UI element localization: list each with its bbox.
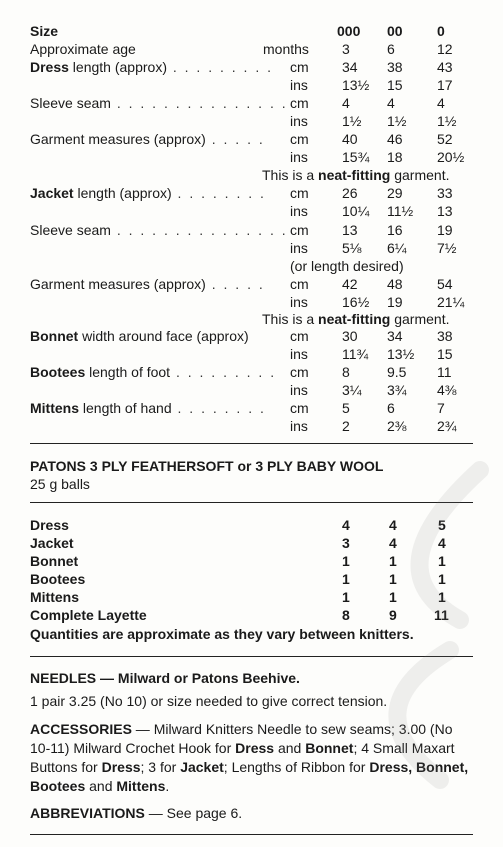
acc-bold: Dress (235, 740, 275, 756)
jgarment-cm-1: 42 (342, 276, 358, 292)
cm-unit: cm (290, 59, 309, 75)
age-label: Approximate age (30, 41, 136, 57)
ins-unit: ins (290, 418, 308, 434)
yarn-qty-1: 1 (342, 589, 350, 605)
bonnet-cm-2: 34 (387, 328, 403, 344)
mittens-ins-2: 2⅜ (387, 418, 407, 434)
jsleeve-ins-2: 6¼ (387, 240, 407, 256)
dress-cm-2: 38 (387, 59, 403, 75)
sleeve-cm-2: 4 (387, 95, 395, 111)
dress-cm-3: 43 (437, 59, 453, 75)
ins-unit: ins (290, 113, 308, 129)
bonnet-ins-1: 11¾ (342, 346, 369, 362)
needles-text: 1 pair 3.25 (No 10) or size needed to give correct tension. (30, 693, 388, 709)
bonnet-label: Bonnet (30, 328, 79, 344)
ins-unit: ins (290, 240, 308, 256)
bootees-cm-2: 9.5 (387, 364, 407, 380)
cm-unit: cm (290, 276, 309, 292)
size-0: 0 (437, 23, 445, 39)
jsleeve-ins-3: 7½ (437, 240, 457, 256)
age-unit: months (263, 41, 309, 57)
yarn-qty-1: 1 (342, 571, 350, 587)
acc-text: . (165, 778, 170, 794)
acc-text: — Milward Knitters Needle to sew seams; 3.00 (No 10-11) Milward Crochet Hook for (30, 721, 453, 756)
sleeve-cm-3: 4 (437, 95, 445, 111)
garment-ins-2: 18 (387, 149, 403, 165)
yarn-qty-2: 9 (389, 607, 397, 623)
sleeve-ins-3: 1½ (437, 113, 457, 129)
mittens-hand-label: length of hand (79, 400, 172, 416)
bonnet-ins-2: 13½ (387, 346, 415, 362)
watermark-graphic (330, 450, 500, 810)
cm-unit: cm (290, 364, 309, 380)
sleeve-seam-label: Sleeve seam (30, 222, 111, 238)
note-text: This is a (262, 311, 319, 327)
bonnet-cm-1: 30 (342, 328, 358, 344)
acc-text: ; Lengths of Ribbon for (223, 759, 370, 775)
dot-leader: . . . . . . . . . (170, 364, 277, 380)
acc-bold: Dress, Bonnet, Bootees (30, 759, 469, 794)
jacket-cm-3: 33 (437, 185, 453, 201)
dress-ins-2: 15 (387, 77, 403, 93)
jsleeve-cm-1: 13 (342, 222, 358, 238)
jsleeve-cm-2: 16 (387, 222, 403, 238)
yarn-qty-2: 4 (389, 535, 397, 551)
sleeve-seam-label: Sleeve seam (30, 95, 111, 111)
jgarment-ins-1: 16½ (342, 294, 370, 310)
note-bold: neat-fitting (318, 167, 391, 183)
note-text: This is a (262, 167, 319, 183)
size-000: 000 (337, 23, 361, 39)
yarn-qty-1: 3 (342, 535, 350, 551)
mittens-cm-3: 7 (437, 400, 445, 416)
acc-bold: Jacket (180, 759, 224, 775)
yarn-qty-2: 1 (389, 571, 397, 587)
dot-leader: . . . . . (205, 131, 265, 147)
yarn-item-label: Bonnet (30, 553, 79, 569)
yarn-qty-2: 4 (389, 517, 397, 533)
mittens-cm-2: 6 (387, 400, 395, 416)
bootees-foot-label: length of foot (85, 364, 171, 380)
garment-cm-3: 52 (437, 131, 453, 147)
garment-label: Garment measures (approx) (30, 131, 206, 147)
ins-unit: ins (290, 294, 308, 310)
yarn-item-label: Mittens (30, 589, 79, 605)
dress-ins-3: 17 (437, 77, 453, 93)
mittens-ins-3: 2¾ (437, 418, 457, 434)
jgarment-cm-3: 54 (437, 276, 453, 292)
dot-leader: . . . . . . . . . . . . . . . (110, 95, 288, 111)
yarn-qty-3: 4 (438, 535, 446, 551)
jacket-cm-2: 29 (387, 185, 403, 201)
jacket-ins-1: 10¼ (342, 203, 370, 219)
bootees-ins-3: 4⅜ (437, 382, 457, 398)
ins-unit: ins (290, 77, 308, 93)
ins-unit: ins (290, 382, 308, 398)
yarn-item-label: Complete Layette (30, 607, 147, 623)
yarn-qty-3: 11 (434, 607, 449, 623)
dot-leader: . . . . . . . . . (166, 59, 273, 75)
yarn-qty-1: 8 (342, 607, 350, 623)
yarn-item-label: Bootees (30, 571, 86, 587)
jacket-label: Jacket (30, 185, 74, 201)
dot-leader: . . . . . . . . (171, 185, 266, 201)
note-text: garment. (390, 167, 450, 183)
yarn-subtitle-text: 25 g balls (30, 476, 90, 492)
bootees-cm-1: 8 (342, 364, 350, 380)
ins-unit: ins (290, 149, 308, 165)
sleeve-ins-2: 1½ (387, 113, 407, 129)
jsleeve-ins-1: 5⅛ (342, 240, 362, 256)
divider (30, 834, 473, 835)
dot-leader: . . . . . (205, 276, 265, 292)
yarn-qty-3: 5 (438, 517, 446, 533)
garment-ins-1: 15¾ (342, 149, 370, 165)
yarn-qty-2: 1 (389, 553, 397, 569)
yarn-qty-2: 1 (389, 589, 397, 605)
bootees-ins-1: 3¼ (342, 382, 362, 398)
acc-bold: Dress (101, 759, 141, 775)
age-val-3: 12 (437, 41, 453, 57)
garment-ins-3: 20½ (437, 149, 465, 165)
bonnet-ins-3: 15 (437, 346, 453, 362)
yarn-note-text: Quantities are approximate as they vary between knitters. (30, 626, 414, 642)
dress-cm-1: 34 (342, 59, 358, 75)
accessories-heading: ACCESSORIES (30, 721, 132, 737)
acc-text: ; 4 Small Maxart Buttons for (30, 740, 455, 775)
cm-unit: cm (290, 400, 309, 416)
size-label: Size (30, 23, 59, 39)
bonnet-cm-3: 38 (437, 328, 453, 344)
yarn-qty-3: 1 (438, 571, 446, 587)
length-desired-note: (or length desired) (290, 258, 404, 274)
abbreviations-heading: ABBREVIATIONS (30, 805, 145, 821)
yarn-item-label: Dress (30, 517, 69, 533)
cm-unit: cm (290, 95, 309, 111)
mittens-ins-1: 2 (342, 418, 350, 434)
age-val-1: 3 (342, 41, 350, 57)
jacket-ins-3: 13 (437, 203, 453, 219)
dot-leader: . . . . . . . . (171, 400, 266, 416)
mittens-cm-1: 5 (342, 400, 350, 416)
bootees-ins-2: 3¾ (387, 382, 407, 398)
garment-cm-1: 40 (342, 131, 358, 147)
cm-unit: cm (290, 131, 309, 147)
abbreviations-text: — See page 6. (144, 805, 243, 821)
age-val-2: 6 (387, 41, 395, 57)
jgarment-ins-2: 19 (387, 294, 403, 310)
yarn-qty-3: 1 (438, 589, 446, 605)
size-00: 00 (387, 23, 403, 39)
yarn-title-text: PATONS 3 PLY FEATHERSOFT or 3 PLY BABY WOOL (30, 458, 384, 474)
cm-unit: cm (290, 185, 309, 201)
jgarment-cm-2: 48 (387, 276, 403, 292)
acc-bold: Bonnet (305, 740, 354, 756)
jacket-length-label: length (approx) (73, 185, 172, 201)
yarn-qty-3: 1 (438, 553, 446, 569)
bootees-cm-3: 11 (437, 364, 452, 380)
garment-label: Garment measures (approx) (30, 276, 206, 292)
yarn-qty-1: 1 (342, 553, 350, 569)
acc-text: and (85, 778, 117, 794)
dress-length-label: length (approx) (68, 59, 167, 75)
cm-unit: cm (290, 328, 309, 344)
sleeve-ins-1: 1½ (342, 113, 362, 129)
needles-heading: NEEDLES — Milward or Patons Beehive. (30, 670, 300, 686)
yarn-qty-1: 4 (342, 517, 350, 533)
acc-bold: Mittens (116, 778, 166, 794)
dress-ins-1: 13½ (342, 77, 370, 93)
note-text: garment. (390, 311, 450, 327)
garment-cm-2: 46 (387, 131, 403, 147)
jacket-cm-1: 26 (342, 185, 358, 201)
acc-text: ; 3 for (140, 759, 181, 775)
bootees-label: Bootees (30, 364, 86, 380)
jgarment-ins-3: 21¼ (437, 294, 465, 310)
note-bold: neat-fitting (318, 311, 391, 327)
jsleeve-cm-3: 19 (437, 222, 453, 238)
jacket-ins-2: 11½ (387, 203, 414, 219)
yarn-item-label: Jacket (30, 535, 74, 551)
ins-unit: ins (290, 346, 308, 362)
ins-unit: ins (290, 203, 308, 219)
acc-text: and (274, 740, 306, 756)
divider (30, 443, 473, 444)
dress-label: Dress (30, 59, 69, 75)
sleeve-cm-1: 4 (342, 95, 350, 111)
bonnet-width-label: width around face (approx) (78, 328, 249, 344)
cm-unit: cm (290, 222, 309, 238)
mittens-label: Mittens (30, 400, 79, 416)
dot-leader: . . . . . . . . . . . . . . . (110, 222, 288, 238)
